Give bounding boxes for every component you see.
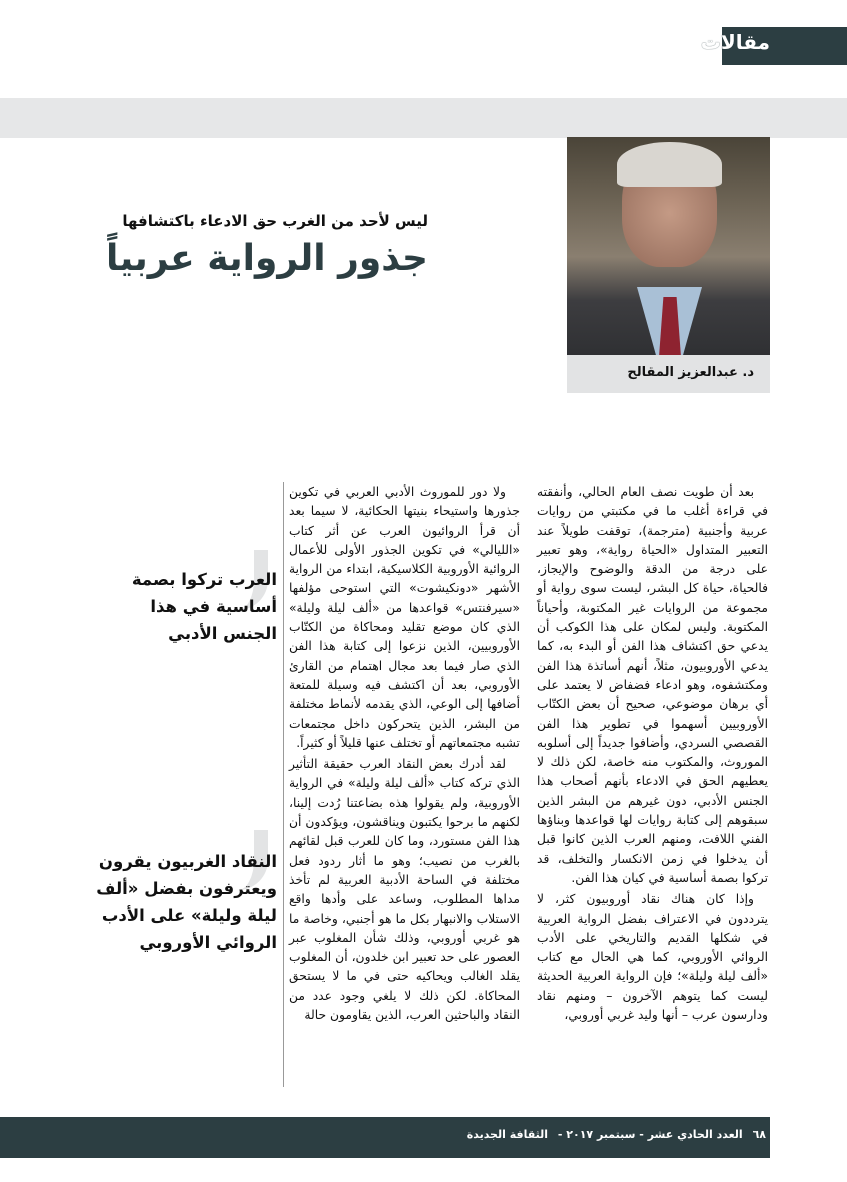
article-title: جذور الرواية عربياً xyxy=(106,238,428,279)
paragraph: بعد أن طويت نصف العام الحالي، وأنفقته في قراءة أغلب ما في مكتبتي من روايات عربية وأجنبية (مترجمة)، توقفت طويلاً عند التعبير المتداول «الحياة رواية»، وهو تعبير على درجة من الدقة والوضوح والإيجاز، فالحياة، حياة كل البشر، ليست سوى رواية أو مجموعة من الروايات غير المكتوبة، وأحياناً المكتوبة. وليس لمكان على هذا الكوكب أن يدعي حق اكتشاف هذا الفن أو البدء به، كما يدعي الأوروبيون، مثلاً، أنهم أساتذة هذا الفن ومكتشفوه، وهو ادعاء فضفاض لا يعتمد على أي برهان موضوعي، صحيح أن بعض الكتّاب الأوروبيين أسهموا في تطوير هذا الفن القصصي السردي، وأضافوا جديداً إلى أسلوبه الموروث، والمكتوب منه خاصة، لكن ذلك لا يعطيهم الحق في الادعاء بأنهم أصحاب هذا الجنس الأدبي، دون غيرهم من البشر الذين سبقوهم إلى كتابة روايات لها قواعدها وبناؤها الفني اللافت، ومنهم العرب الذين كانوا قبل أن يدخلوا في زمن الانكسار والتخلف، قد تركوا بصمة أساسية في كيان هذا الفن. xyxy=(537,485,768,885)
article-kicker: ليس لأحد من الغرب حق الادعاء باكتشافها xyxy=(122,212,428,230)
magazine-logo: الثقافة الجديدة xyxy=(466,1128,549,1141)
footer-info xyxy=(300,1128,766,1141)
section-label: مقالات xyxy=(700,30,770,54)
paragraph: وإذا كان هناك نقاد أوروبيون كثر، لا يترددون في الاعتراف بفضل الرواية العربية في شكلها القديم والتاريخي على الأدب الروائي الأوروبي، كما هي الحال مع كتاب «ألف ليلة وليلة»؛ فإن الرواية العربية الحديثة ليست كما يتوهم الآخرون – ومنهم نقاد ودارسون عرب – أنها وليد غربي أوروبي، xyxy=(537,892,768,1023)
column-divider xyxy=(283,482,284,1087)
paragraph: ولا دور للموروث الأدبي العربي في تكوين جذورها واستيحاء بنيتها الحكائية، لا سيما بعد أن قرأ الروائيون العرب عن أثر كتاب «الليالي» في تكوين الجذور الأولى للأعمال الروائية الأوروبية الكلاسيكية، ابتداء من الرواية الأشهر «دونكيشوت» التي استوحى مؤلفها «سيرفنتس» قواعدها من «ألف ليلة وليلة» الذي كان موضع تقليد ومحاكاة من الكتّاب الأوروبيين، الذين نزعوا إلى كتابة هذا الفن الذي صار فيما بعد مجال اهتمام من القارئ الأوروبي، بعد أن اكتشف فيه وسيلة للمتعة أضافها إلى الوعي، الذي يقدمه لأنماط مختلفة من البشر، الذين يتحركون داخل مجتمعات تشبه مجتمعاتهم أو تختلف عنها قليلاً أو كثيراً. xyxy=(289,485,520,750)
issue-info: العدد الحادي عشر - سبتمبر ٢٠١٧ - xyxy=(557,1128,743,1141)
author-name: د. عبدالعزيز المقالح xyxy=(567,355,770,393)
page-number: ٦٨ xyxy=(752,1128,766,1141)
text-column-right xyxy=(537,483,768,1025)
pull-quote: العرب تركوا بصمة أساسية في هذا الجنس الأدبي xyxy=(131,570,277,643)
pull-quote: النقاد الغربيون يقرون ويعترفون بفضل «ألف ليلة وليلة» على الأدب الروائي الأوروبي xyxy=(96,852,277,952)
paragraph: لقد أدرك بعض النقاد العرب حقيقة التأثير الذي تركه كتاب «ألف ليلة وليلة» في الرواية الأوروبية، ولم يقولوا هذه بضاعتنا رُدت إلينا، لكنهم ما برحوا يكتبون ويناقشون، ويؤكدون أن هذا الفن مستورد، وما كان للعرب قبل لقائهم بالغرب من نصيب؛ وهو ما أثار ردود فعل مختلفة في الساحة الأدبية العربية لم تأخذ مداها المطلوب، وساعد على وأدها واقع الاستلاب والانبهار بكل ما هو أجنبي، وخاصة ما هو غربي أوروبي، وذلك شأن المغلوب عبر العصور على حد تعبير ابن خلدون، أن المغلوب يقلد الغالب ويحاكيه حتى في ما لا يستحق المحاكاة. لكن ذلك لا يلغي وجود عدد من النقاد والباحثين العرب، الذين يقاومون حالة xyxy=(289,757,520,1023)
header-band xyxy=(0,98,847,138)
text-column-middle xyxy=(289,483,520,1025)
author-photo xyxy=(567,137,770,355)
